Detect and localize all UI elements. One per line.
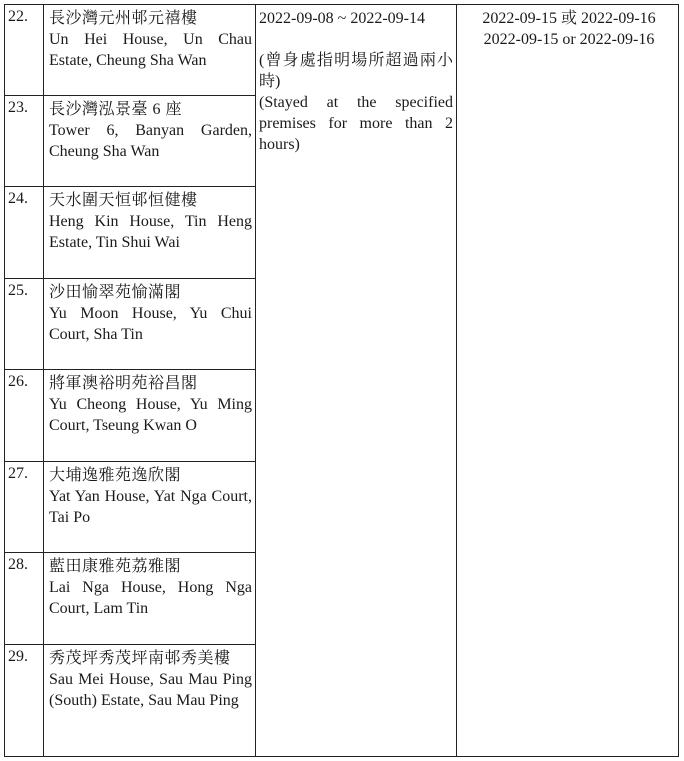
premises-address: [49, 556, 252, 619]
table-row: [5, 370, 255, 462]
table-row: [5, 645, 255, 756]
row-number: 22.: [8, 8, 28, 25]
visit-date-cell: [259, 8, 453, 155]
premises-address: [49, 282, 252, 345]
address-english: Lai Nga House, Hong Nga Court, Lam Tin: [49, 579, 252, 617]
table-row: [5, 462, 255, 553]
address-english: Sau Mei House, Sau Mau Ping (South) Estate, Sau Mau Ping: [49, 671, 252, 709]
test-date-chinese: 2022-09-15 或 2022-09-16: [482, 10, 656, 27]
row-number: 26.: [8, 373, 28, 390]
address-english: Yu Cheong House, Yu Ming Court, Tseung Kwan O: [49, 396, 252, 434]
address-english: Yu Moon House, Yu Chui Court, Sha Tin: [49, 305, 252, 343]
row-number: 29.: [8, 648, 28, 665]
address-chinese: 大埔逸雅苑逸欣閣: [49, 467, 182, 484]
premises-address: [49, 465, 252, 528]
address-chinese: 秀茂坪秀茂坪南邨秀美樓: [49, 650, 231, 667]
address-english: Un Hei House, Un Chau Estate, Cheung Sha Wan: [49, 31, 252, 69]
row-number: 23.: [8, 99, 28, 116]
address-chinese: 天水圍天恒邨恒健樓: [49, 192, 198, 209]
visit-note-english: (Stayed at the specified premises for more than 2 hours): [259, 94, 453, 153]
premises-address: [49, 190, 252, 253]
test-date-english: 2022-09-15 or 2022-09-16: [483, 31, 655, 48]
premises-table: [4, 4, 679, 757]
address-chinese: 長沙灣泓景臺 6 座: [49, 101, 183, 118]
address-english: Heng Kin House, Tin Heng Estate, Tin Shui Wai: [49, 213, 252, 251]
premises-address: [49, 99, 252, 162]
address-english: Tower 6, Banyan Garden, Cheung Sha Wan: [49, 122, 252, 160]
row-number: 25.: [8, 282, 28, 299]
row-number: 24.: [8, 190, 28, 207]
table-row: [5, 96, 255, 187]
visit-date-range: 2022-09-08 ~ 2022-09-14: [259, 10, 425, 27]
premises-address: [49, 648, 252, 711]
table-row: [5, 187, 255, 279]
address-english: Yat Yan House, Yat Nga Court, Tai Po: [49, 488, 252, 526]
row-number: 28.: [8, 556, 28, 573]
table-row: [5, 553, 255, 645]
column-divider: [456, 5, 457, 756]
column-divider: [255, 5, 256, 756]
test-date-cell: [460, 8, 678, 50]
premises-address: [49, 8, 252, 71]
row-number: 27.: [8, 465, 28, 482]
address-chinese: 將軍澳裕明苑裕昌閣: [49, 375, 198, 392]
premises-address: [49, 373, 252, 436]
table-row: [5, 279, 255, 370]
address-chinese: 藍田康雅苑荔雅閣: [49, 558, 182, 575]
visit-note-chinese: (曾身處指明場所超過兩小時): [259, 52, 453, 90]
address-chinese: 沙田愉翠苑愉滿閣: [49, 284, 182, 301]
table-row: [5, 5, 255, 96]
address-chinese: 長沙灣元州邨元禧樓: [49, 10, 198, 27]
